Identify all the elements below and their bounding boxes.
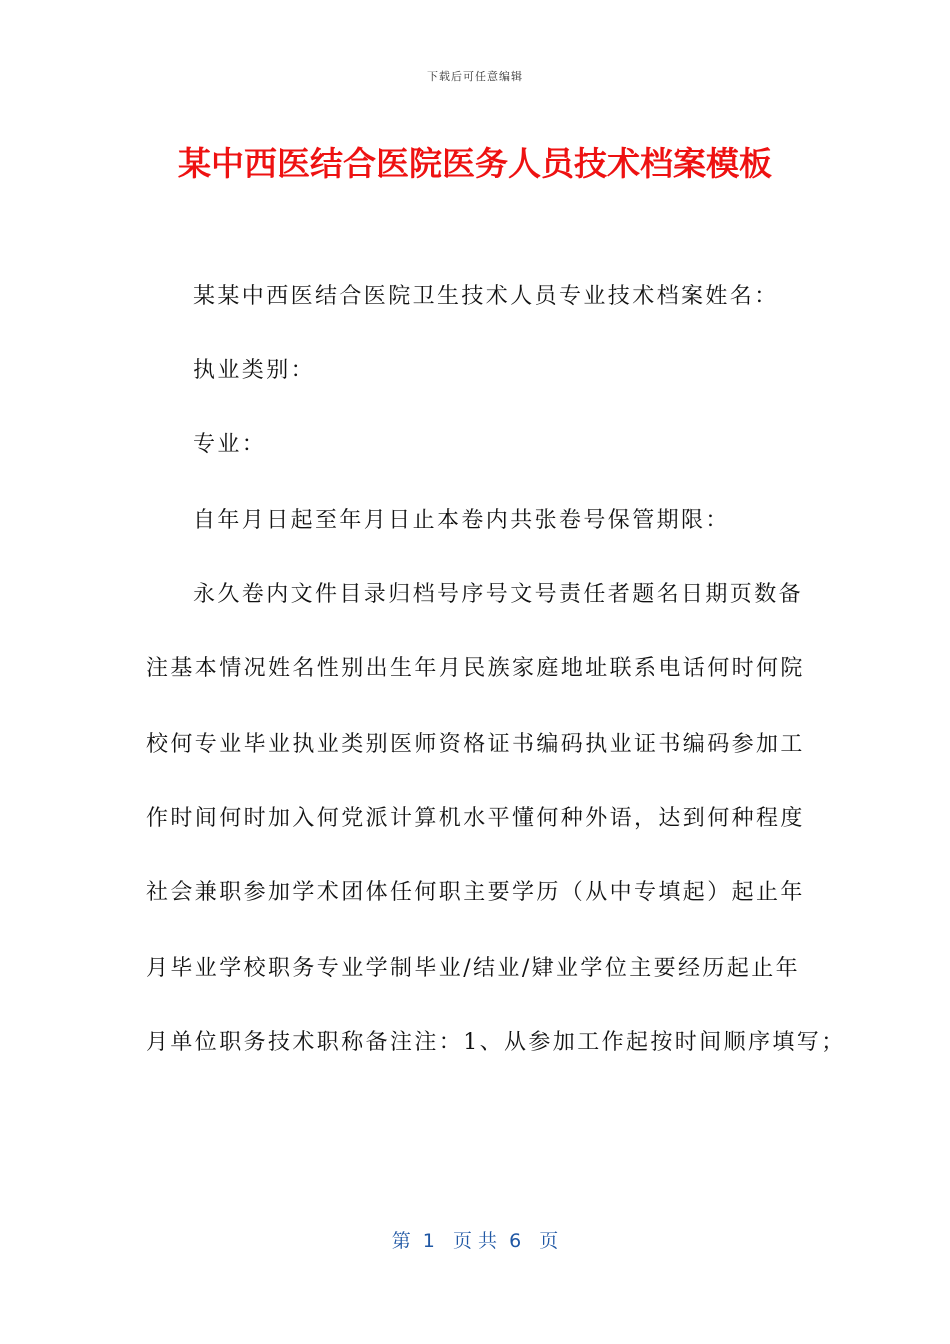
body-line: 作时间何时加入何党派计算机水平懂何种外语，达到何种程度: [146, 806, 805, 831]
body-line: 社会兼职参加学术团体任何职主要学历（从中专填起）起止年: [146, 880, 805, 905]
body-line: 月毕业学校职务专业学制毕业/结业/肄业学位主要经历起止年: [146, 956, 801, 981]
header-note: 下载后可任意编辑: [427, 70, 523, 83]
body-line: 月单位职务技术职称备注注：1、从参加工作起按时间顺序填写；: [146, 1030, 846, 1055]
body-line: 注基本情况姓名性别出生年月民族家庭地址联系电话何时何院: [146, 656, 805, 681]
body-line: 专业：: [193, 432, 267, 457]
body-line: 校何专业毕业执业类别医师资格证书编码执业证书编码参加工: [146, 732, 805, 757]
body-line: 执业类别：: [193, 358, 316, 383]
document-title: 某中西医结合医院医务人员技术档案模板: [178, 144, 772, 183]
body-line: 自年月日起至年月日止本卷内共张卷号保管期限：: [193, 508, 730, 533]
body-line: 某某中西医结合医院卫生技术人员专业技术档案姓名：: [193, 284, 779, 309]
page-number-footer: 第 1 页 共 6 页: [391, 1230, 559, 1252]
body-line: 永久卷内文件目录归档号序号文号责任者题名日期页数备: [193, 582, 804, 607]
